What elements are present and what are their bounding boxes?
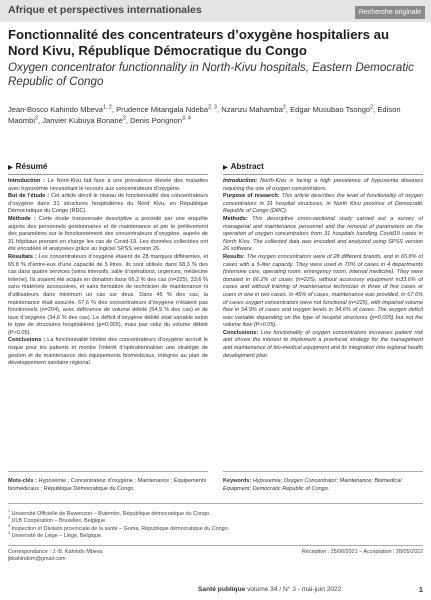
author: Denis Porignon$^{3, 4}$ xyxy=(130,115,191,125)
divider xyxy=(223,471,423,472)
triangle-icon: ▶ xyxy=(8,165,13,171)
article-title-fr: Fonctionnalité des concentrateurs d’oxygène hospitaliers au Nord Kivu, République Démocratique du Congo xyxy=(8,27,390,58)
keywords-fr: Mots-clés : Hypoxémie ; Concentrateur d’oxygène ; Maintenance ; Équipements biomédicaux ; République Démocratique du Congo. xyxy=(8,478,207,492)
keywords-en: Keywords: Hypoxemia; Oxygen Concentrator; Maintenance; Biomedical Equipment; Democratic Republic of Congo. xyxy=(223,478,402,492)
affiliation: $^3$ Inspection et Division provinciale de la santé – Goma, République démocratique du Congo. xyxy=(8,523,230,532)
affiliation: $^1$ Université Officielle de Ruwenzori – Butembo, République démocratique du Congo. xyxy=(8,509,211,517)
correspondence-author: Correspondance : J.-B. Kahindo Mbeva xyxy=(8,549,103,555)
divider xyxy=(8,503,423,504)
divider xyxy=(8,545,423,546)
author: Edison Maombi$^2$ xyxy=(8,105,401,125)
abstract-column xyxy=(223,162,423,453)
article-type-badge: Recherche originale xyxy=(355,6,425,19)
resume-text: Introduction : Le Nord-Kivu fait face à une prévalence élevée des maladies avec hypoxémie nécessitant le recours aux concentrateurs d’oxygène. But de l’étude : Cet article décrit le niveau de fonctionnalité des concentrateurs d’oxygène dans 31 structures hospitalières du Nord Kivu, en République Démocratique du Congo (RDC). Méthode : Cette étude transversale descriptive a procédé par une enquête auprès des personnels gestionnaires et de maintenance et par le prélèvement des paramètres sur le fonctionnement des concentrateurs d’oxygène, auprès de 31 hôpitaux prenant en charge les cas de Covid-19. Les données collectées ont été encodées et analysées grâce au logiciel SPSS version 26. Résultats : Les concentrateurs d’oxygène étaient de 28 marques différentes, et 65,8 % d’entre-eux d’une capacité de 5 litres. Ils sont utilisés dans 68,3 % des cas dans quatre services (soins intensifs, salle d’opérations, urgences, médecine interne). Ils avaient été acquis en donation dans 66,2 % des cas (n=225), 33,6 % sans matériels accessoires, et sans formation de technicien de maintenance ni d’utilisateurs dans minimum un cas sur deux. Dans 45 % des cas, la maintenance était assurée. 67,6 % des concentrateurs d’oxygène n’étaient pas fonctionnels (n=204), avec déficience de volume débité (54,9 % des cas) et de taux d’oxygène (34,6 % des cas). Le déficit d’oxygène débité était variable selon le type de structures hospitalières (p=0,005), mais pas celui du volume débité (P>0,05). Conclusions : La fonctionnalité limitée des concentrateurs d’oxygène accroit le risque pour les patients et montre l’intérêt d’opérationnaliser une stratégie de gestion et de maintenance des équipements biomédicaux, intégrée au plan de développement sanitaire régional. xyxy=(8,178,208,367)
correspondence-email[interactable]: jbkahindom@gmail.com xyxy=(8,556,66,563)
article-title-en: Oxygen concentrator functionnality in North-Kivu hospitals, Eastern Democratic Republic of Congo xyxy=(8,61,414,88)
submission-dates: Réception : 25/06/2021 – Acceptation : 28/05/2022 xyxy=(301,549,423,555)
journal-info: Santé publique volume 34 / N° 3 - mai-juin 2022 xyxy=(198,586,342,593)
resume-column xyxy=(8,162,208,453)
resume-heading: ▶ Résumé xyxy=(8,162,208,175)
author: Edgar Musubao Tsongo$^2$ xyxy=(290,104,374,114)
correspondence xyxy=(8,549,102,564)
affiliation: $^4$ Université de Liège – Liège, Belgique. xyxy=(8,531,103,539)
author: Janvier Kubuya Bonane$^2$ xyxy=(42,115,126,125)
author: Prudence Mitangala Ndeba$^{2, 3}$ xyxy=(116,104,217,114)
author-list: Jean-Bosco Kahindo Mbeva$^{1, 2}$, Prudence Mitangala Ndeba$^{2, 3}$, Nzanzu Mahamba$^2$, Edgar Musubao Tsongo$^2$, Edison Maombi$^2$, Janvier Kubuya Bonane$^2$, Denis Porignon$^{3, 4}$ xyxy=(8,104,401,125)
section-header-bar xyxy=(0,0,431,22)
page-number: 1 xyxy=(418,585,423,594)
abstract-text: Introduction: North-Kivu is facing a high prevalence of hypoxemia diseases requiring the use of oxygen concentrators. Purpose of research: This article describes the level of functionality of oxygen concentrators in 31 hospital structures, in North Kivu province of Democratic Republic of Congo (DRC). Methods: This descriptive cross-sectional study carried out a survey of managerial and maintenance personnel and the removal of parameters on the operation of oxygen concentrators from 31 hospitals handling Covid19 cases in North Kivu. The collected data was encoded and analyzed using SPSS version 26 software. Results: The oxygen concentrators were of 28 different brands, and in 65.8% of cases with a 5-liter capacity. They were used in 70% of cases in 4 departments (intensive care, operating room, emergency room, internal medicine). They were donated in 66.2% of cases (n=225), without accessory equipment in33.6% of cases and without training of maintenance technician in three of five cases or users in one in two cases. In 45% of cases, maintenance was provided. In 67.6% of cases oxygen concentrators were not functional (n=225), with impaired volume flow in 54.9% of cases and oxygen levels in 34.6% of cases. The oxygen deficit was variable depending on the type of hospital structures (p=0,005) but not the volume flow (P>0.05). Conclusions: Low functionality of oxygen concentrators increases patient risk and shows the interest to implement a provincial strategy for the management and maintenance of bio-medical equipment and its integration into regional health development plan. xyxy=(223,178,423,359)
author: Nzanzu Mahamba$^2$ xyxy=(221,104,286,114)
affiliation: $^2$ ULB Coopération – Bruxelles, Belgique. xyxy=(8,516,107,525)
divider xyxy=(8,471,208,472)
triangle-icon: ▶ xyxy=(223,165,228,171)
page-footer xyxy=(0,581,431,600)
abstract-heading: ▶ Abstract xyxy=(223,162,423,175)
affiliations xyxy=(8,511,423,540)
section-title: Afrique et perspectives internationales xyxy=(8,4,202,16)
author: Jean-Bosco Kahindo Mbeva$^{1, 2}$ xyxy=(8,104,112,114)
